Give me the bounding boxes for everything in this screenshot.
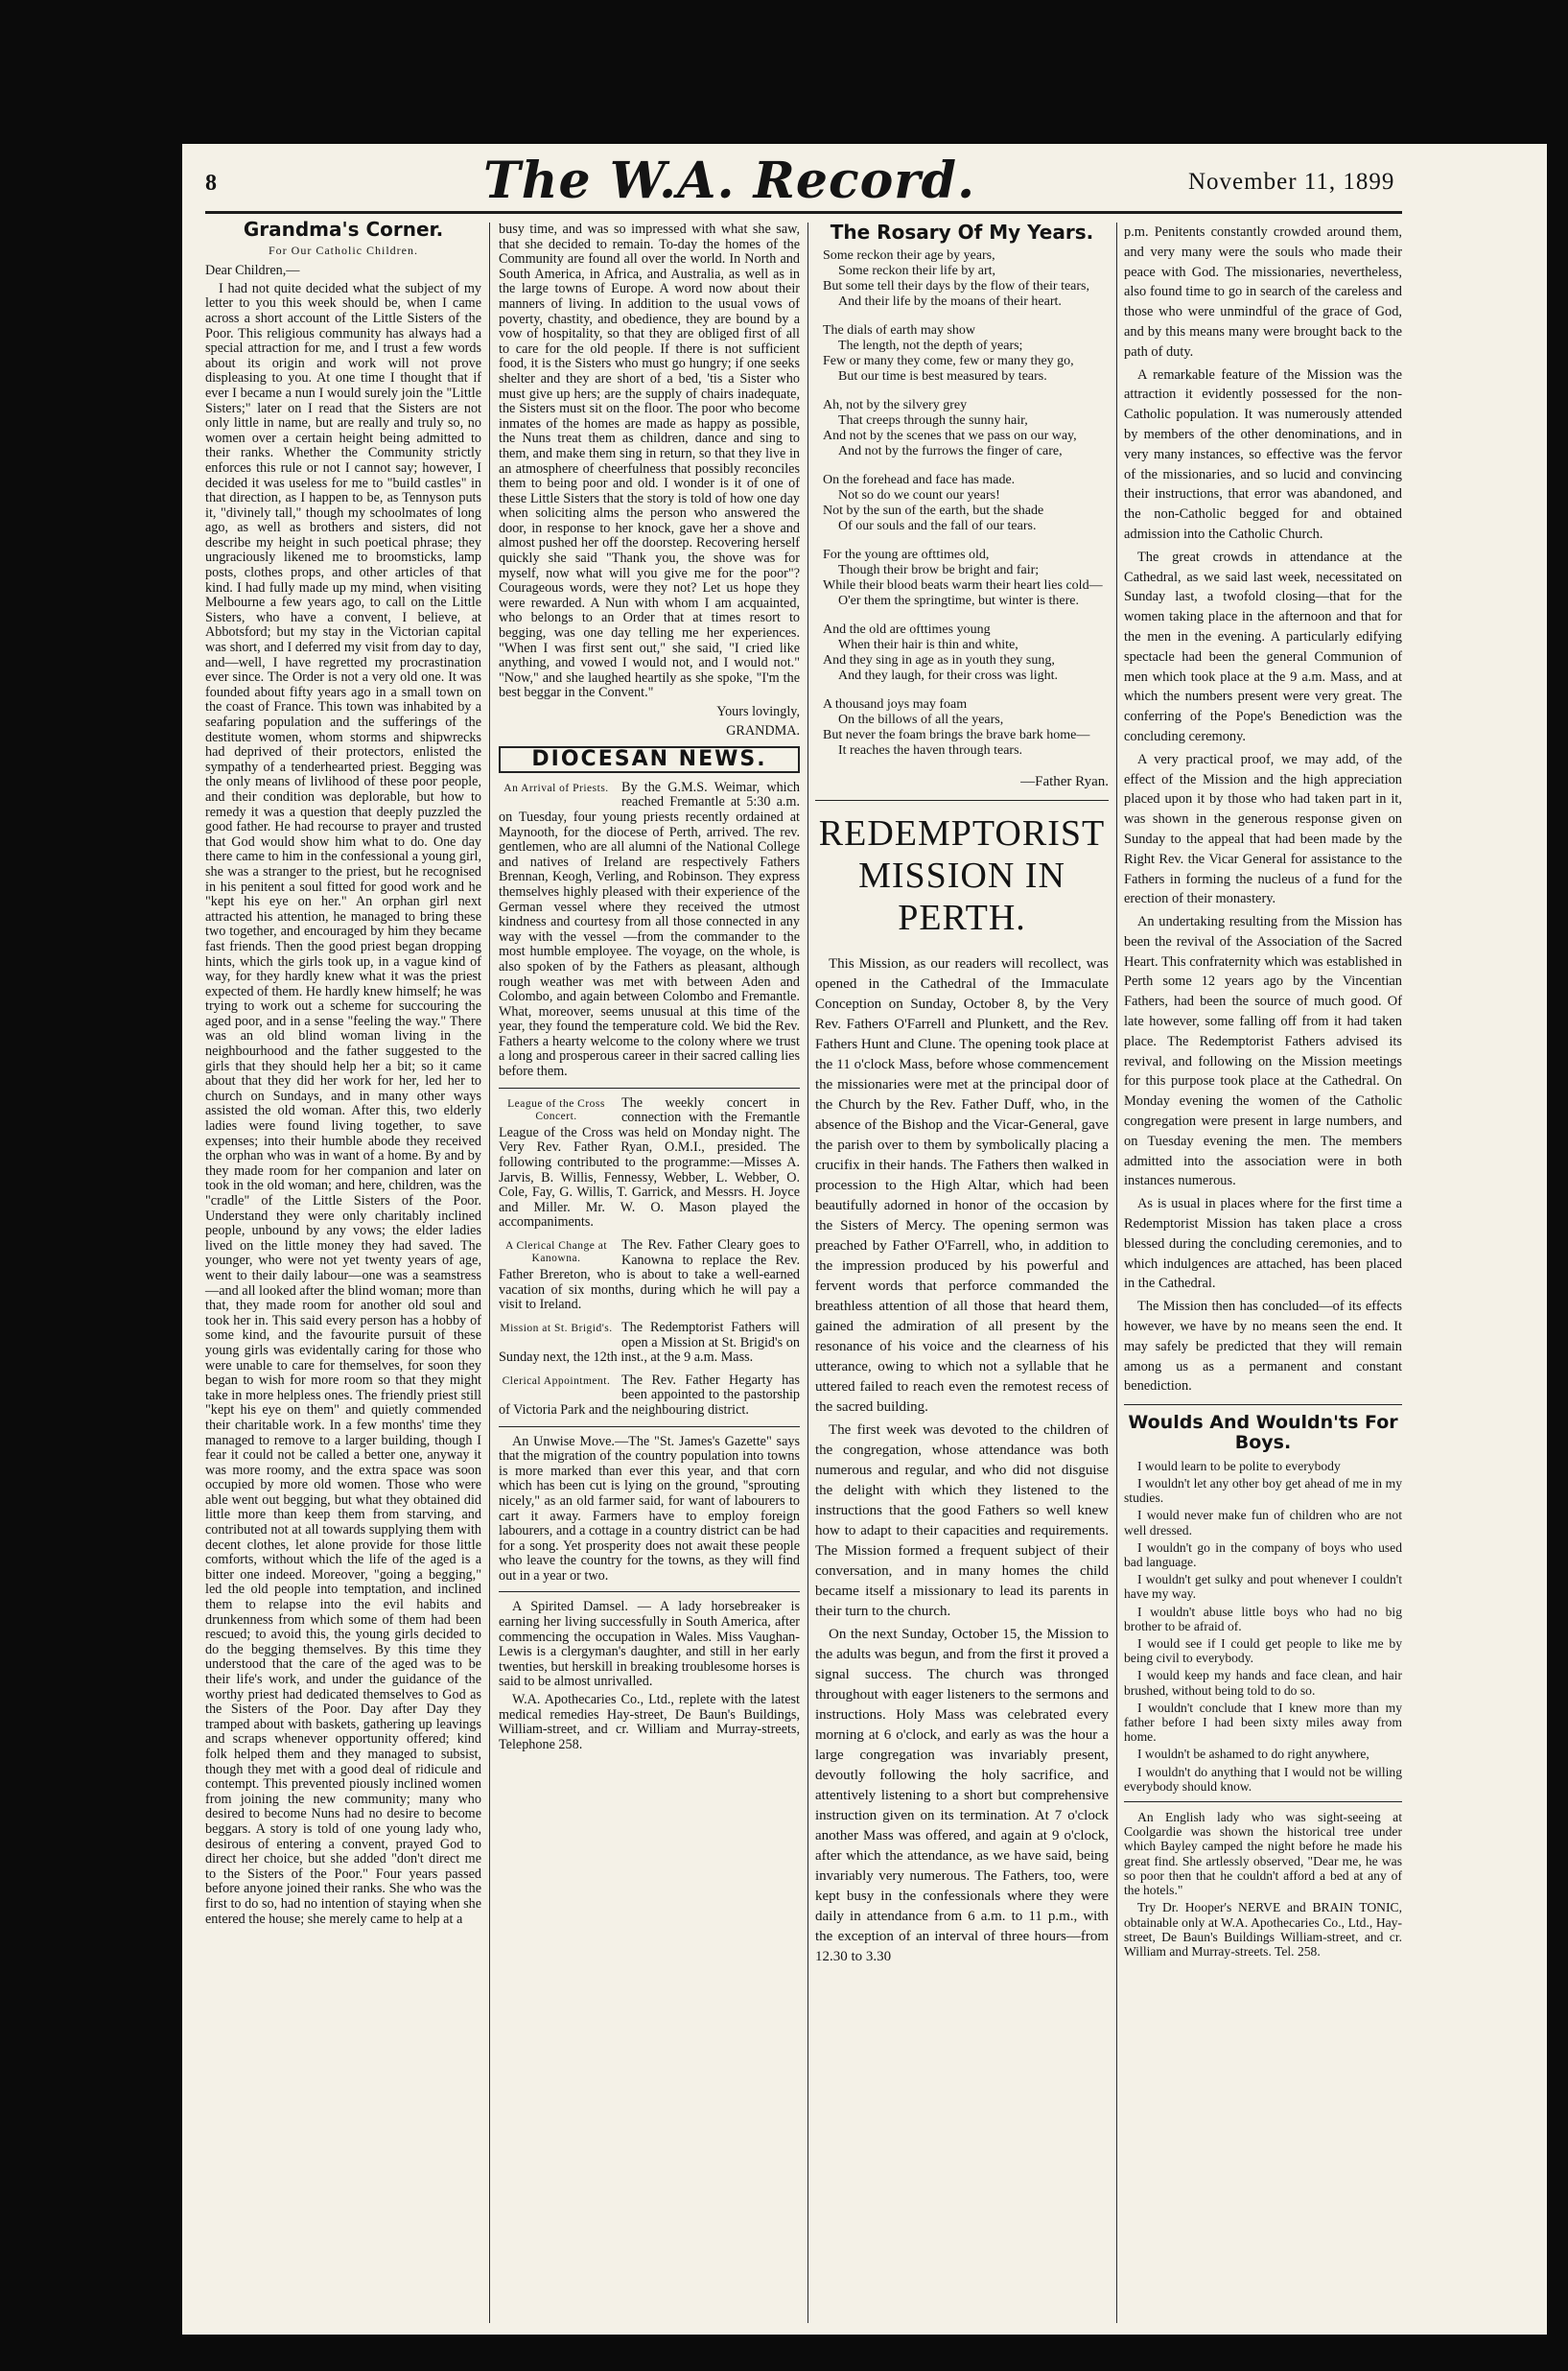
divider (499, 1426, 800, 1427)
mission-continued: A very practical proof, we may add, of the effect of the Mission and the high appreciation placed upon it by those who had taken part in it, was shown in the generous response given on Sunday to the appeal that had been made by the Right Rev. the Vicar General for assistance to the Fathers in forming the nucleus of a fund for the erection of their monastery. (1124, 751, 1402, 907)
news-text: By the G.M.S. Weimar, which reached Fremantle at 5:30 a.m. on Tuesday, four young priests recently ordained at Maynooth, for the diocese of Perth, arrived. The rev. gentlemen, who are all alumni of the National College and natives of Ireland are respectively Fathers Brennan, Keogh, Verling, and Robinson. They express themselves highly pleased with their experience of the German vessel where they received the utmost kindness and courtesy from all those connected in any way with the vessel —from the commander to the most humble employee. The voyage, on the whole, is also spoken of by the Fathers as pleasant, although rough weather was met with between Aden and Colombo, and again between Colombo and Fremantle. What, moreover, seems unusual at this time of the year, they found the temperature cold. We bid the Rev. Fathers a hearty welcome to the colony where we trust a long and prosperous career in their sacred calling lies before them. (499, 780, 800, 1080)
news-text: The weekly concert in connection with the Fremantle League of the Cross was held on Monday night. The Very Rev. Father Ryan, O.M.I., presided. The following contributed to the programme:—Misses A. Jarvis, B. Willis, Fennessy, Webber, L. Webber, O. Cole, Fay, G. Willis, T. Garrick, and Messrs. H. Joyce and Miller. Mr. W. O. Mason played the accompaniments. (499, 1095, 800, 1231)
poem-line: For the young are ofttimes old, (823, 548, 990, 562)
poem-line: The dials of earth may show (823, 323, 976, 338)
column-3 (815, 223, 1109, 1970)
news-item (499, 1373, 800, 1419)
news-text: The Rev. Father Hegarty has been appointed to the pastorship of Victoria Park and the neighbouring district. (499, 1373, 800, 1418)
mission-paragraph: This Mission, as our readers will recollect, was opened in the Cathedral of the Immaculate Conception on Sunday, October 8, by the Very Rev. Fathers O'Farrell and Plunkett, and the Rev. Fathers Hunt and Clune. The opening took place at the 11 o'clock Mass, before whose commencement the missionaries were met at the principal door of the Church by the Rev. Father Duff, who, in the absence of the Bishop and the Vicar-General, gave the parish over to them by symbolically placing a crucifix in their hands. The Fathers then walked in procession to the High Altar, which had been beautifully adorned in honor of the occasion by the Sisters of Mercy. The opening sermon was preached by Father O'Farrell, who, in addition to the impression produced by his powerful and fervent words that perforce commanded the breathless attention of all those that heard them, gained the admiration of all present by the resonance of his voice and the clearness of his utterance, owing to which not a syllable that he uttered failed to reach even the remotest recess of the sacred building. (815, 956, 1109, 1415)
column-divider (1116, 223, 1117, 2323)
poem-line: Some reckon their age by years, (823, 248, 995, 263)
news-item (499, 1238, 800, 1313)
masthead-rule (205, 211, 1402, 214)
woulds-line: I wouldn't do anything that I would not be willing everybody should know. (1124, 1764, 1402, 1794)
poem-stanza (823, 622, 1109, 684)
divider (815, 800, 1109, 801)
poem-line: But never the foam brings the brave bark home— (823, 728, 1090, 742)
woulds-line: I would learn to be polite to everybody (1137, 1458, 1341, 1473)
poem-line: The length, not the depth of years; (838, 339, 1023, 353)
poem-stanza (823, 323, 1109, 385)
woulds-line: I would never make fun of children who are not well dressed. (1124, 1508, 1402, 1538)
tonic-advert: Try Dr. Hooper's NERVE and BRAIN TONIC, obtainable only at W.A. Apothecaries Co., Ltd., Hay-street, De Baun's Buildings William-street, and cr. William and Murray-streets. Tel. 258. (1124, 1900, 1402, 1959)
woulds-line: I would see if I could get people to like me by being civil to everybody. (1124, 1636, 1402, 1666)
poem-stanza (823, 548, 1109, 609)
poem-line: A thousand joys may foam (823, 697, 968, 712)
poem-line: It reaches the haven through tears. (838, 743, 1023, 758)
poem-line: But some tell their days by the flow of their tears, (823, 279, 1089, 293)
poem-stanza (823, 398, 1109, 459)
poem-line: On the forehead and face has made. (823, 473, 1016, 487)
signoff-line: Yours lovingly, (716, 704, 800, 719)
grandma-continued: busy time, and was so impressed with what she saw, that she decided to remain. To-day the homes of the Community are found all over the world. In North and South America, in Africa, and Australia, as well as in the large towns of Europe. A word now about their manners of living. In addition to the usual vows of poverty, chastity, and obedience, they are bound by a vow of hospitality, so that they are obliged first of all to care for the old people. If there is not sufficient food, it is the Sisters who must go hungry; if one seeks shelter and they are short of a bed, 'tis a Sister who must give up hers; are the supply of chairs inadequate, the Sisters must sit on the floor. The poor who become inmates of the homes are made as happy as possible, the Nuns treat them as children, dance and sing to them, and make them sing in return, so that they live in an atmosphere of cheerfulness that possibly reconciles them to being poor and old. I wonder is it of one of these Little Sisters that the story is told of how one day when soliciting alms the person who answered the door, in response to her knock, gave her a shove and almost pushed her off the doorstep. Recovering herself quickly she said "Thank you, the shove was for myself, now what will you give me for the poor"? Courageous words, were they not? Let us hope they were rewarded. A Nun with whom I am acquainted, who belongs to an Order that at times resort to begging, was one day telling me her experiences. "When I was first sent out," she said, "I cried like anything, and vowed I would not, and I would not." "Now," and she laughed heartily as she spoke, "I'm the best beggar in the Convent." (499, 222, 800, 701)
divider (499, 1591, 800, 1592)
mission-heading: REDEMPTORIST MISSION IN PERTH. (818, 813, 1106, 938)
poem-line: When their hair is thin and white, (838, 638, 1018, 652)
woulds-line: I wouldn't be ashamed to do right anywhere, (1137, 1747, 1369, 1762)
woulds-line: I wouldn't get sulky and pout whenever I couldn't have my way. (1124, 1572, 1402, 1602)
mission-continued: The Mission then has concluded—of its effects however, we have by no means seen the end. It may safely be predicted that they will remain among us as a permanent and constant benediction. (1124, 1299, 1402, 1395)
column-1 (205, 218, 481, 1930)
scan-border-top (0, 0, 1568, 144)
news-text: The Rev. Father Cleary goes to Kanowna to replace the Rev. Father Brereton, who is about to take a well-earned vacation of six months, during which he will pay a visit to Ireland. (499, 1238, 800, 1313)
divider (1124, 1404, 1402, 1405)
poem-line: Though their brow be bright and fair; (838, 563, 1040, 577)
mission-continued: An undertaking resulting from the Mission has been the revival of the Association of the Sacred Heart. This confraternity which was established in Perth some 12 years ago by the Vincentian Fathers, had been the source of much good. Of late however, some falling off from it had taken place. The Redemptorist Fathers advised its revival, and following on the Mission meetings for this purpose took place at the Cathedral. On Monday evening the women of the Catholic congregation were present in large numbers, and on Tuesday evening the men. The members admitted into the association were in both instances numerous. (1124, 914, 1402, 1189)
newspaper-title: The W.A. Record. (483, 152, 976, 210)
grandma-heading: Grandma's Corner. (243, 218, 444, 241)
mission-continued: A remarkable feature of the Mission was the attraction it evidently possessed for the non-Catholic population. It was numerously attended by members of the other denominations, and in very many instances, so effective was the fervor of the missionaries, and so lucid and convincing their instructions, that error was abandoned, and the non-Catholic begged for and obtained admission into the Catholic Church. (1124, 366, 1402, 542)
column-4 (1124, 223, 1402, 1961)
mission-paragraph: The first week was devoted to the children of the congregation, whose attendance was both numerous and regular, and who did not disguise the delight with which they listened to the instructions that the good Fathers so well knew how to adapt to their capacities and requirements. The Mission formed a frequent subject of their conversation, and in many homes the child became itself a missionary to lead its parents in their turn to the church. (815, 1422, 1109, 1619)
poem-line: Not by the sun of the earth, but the shade (823, 504, 1044, 518)
column-divider (807, 223, 808, 2323)
unwise-move-paragraph: An Unwise Move.—The "St. James's Gazette" says that the migration of the country population into towns is more marked than ever this year, and that corn which has been cut is lying on the ground, "sprouting nicely," as an old farmer said, for want of labourers to cart it away. Farmers have to employ foreign labourers, and a cottage in a country district can be had for a song. Yet prosperity does not await these people who leave the country for the towns, as they will find out in a year or two. (499, 1433, 800, 1584)
news-item (499, 1096, 800, 1231)
woulds-line: I wouldn't conclude that I knew more than my father before I had been sixty miles away from home. (1124, 1700, 1402, 1745)
coolgardie-anecdote: An English lady who was sight-seeing at Coolgardie was shown the historical tree under which Bayley camped the night before he made his great find. She artlessly observed, "Dear me, he was so poor then that he couldn't afford a bed at any of the hotels." (1124, 1810, 1402, 1898)
woulds-heading: Woulds And Wouldn'ts For Boys. (1128, 1412, 1398, 1454)
grandma-paragraph: I had not quite decided what the subject of my letter to you this week should be, when I came across a short account of the Little Sisters of the Poor. This religious community has always had a special attraction for me, and I trust a few words about its origin and work will not prove displeasing to you. At one time I thought that if ever I became a nun I would surely join the "Little Sisters;" later on I read that the Sisters are not only little in name, but are really and truly so, no women over a certain height being admitted to their ranks. Whether the Community strictly enforces this rule or not I cannot say; however, I decided it was useless for me to "build castles" in that direction, as I happen to be, as Tennyson puts it, "divinely tall," though my schoolmates of long ago, as well as brothers and sisters, did not describe my height in such poetical phrase; they ungraciously likened me to broomsticks, lamp posts, clothes props, and other articles of that kind. I had fully made up my mind, when visiting Melbourne a few years ago, to call on the Little Sisters, who have a convent, I believe, at Abbotsford; but my stay in the Victorian capital was short, and I deferred my visit from day to day, and—well, I have regretted my procrastination ever since. The Order is not a very old one. It was founded about fifty years ago in a small town on the coast of France. This town was inhabited by a seafaring population and the sufferings of the destitute women, whom storms and shipwrecks had deprived of their protectors, enlisted the sympathy of a tenderhearted priest. Begging was the only means of livlihood of these poor people, and their condition was deplorable, but how to remedy it was a question that deeply puzzled the good father. He had recourse to prayer and trusted that God would show him what to do. One day there came to him in the confessional a young girl, she was a stranger to the priest, but he recognised in his penitent a soul fitted for good work and he "kept his eye on her." An orphan girl next attracted his attention, he managed to bring these two together, and encouraged by him they became fast friends. Then the good priest began dropping hints, which the girls took up, in a vague kind of way, for they hardly knew what it was the priest expected of them. He hardly knew himself; he was trying to work out a scheme for succouring the aged poor, and in a sense "feeling the way." There was an old blind woman living in the neighbourhood and the father suggested to the girls that they should help her a bit; so it came about that they did her work for her, led her to church on Sundays, and in many other ways assisted the old woman. After this, two elderly ladies were found living together, to save expenses; into their humble abode they received the orphan who was in want of a home. By and by they made room for her companion and later on took in the old woman; and here, children, was the "cradle" of the Little Sisters of the Poor. Understand they were only charitably inclined people, unbound by any vows; the elder ladies lived on the little money they had saved. The younger, who were not yet twenty years of age, went to their daily labour—one was a seamstress—and all looked after the blind woman; more than that, they made room for another old soul and took her in. This said every person has a hobby of some kind, and the favourite pursuit of these young girls was evidentally caring for those who were unable to care for themselves, for soon they began to wish for more room so that they might take in more helpless ones. The friendly priest still "kept his eye on them" and quietly commended their charitable work. In a few months' time they managed to remove to a larger building, though I fear it could not be called a better one, anyway it was more roomy, and the extra space was soon occupied by more old women. Those who were able went out begging, but what they obtained did little more than keep them from starving, and contributed not at all towards supplying them with decent clothes, let alone provide for those little comforts, without which the life of the aged is a bitter one indeed. Moreover, "going a begging," led the old people into temptation, and inclined them to relapse into the evil habits and drunkenness from which some of them had been rescued; to avoid this, the young girls decided to do the begging themselves. By this time they understood that the care of the aged was to be their life's work, and under the guidance of the worthy priest had dedicated themselves to God as the Sisters of the Poor. Day after Day they tramped about with baskets, gathering up leavings and scraps whenever opportunity offered; kind folk helped them and they managed to subsist, though they met with a good deal of ridicule and contempt. This prevented piously inclined women from joining the new community; many who desired to become Nuns had no desire to become beggars. A story is told of one young lady who, desirous of entering a convent, prayed God to direct her choice, but she added "don't direct me to the Sisters of the Poor." Four years passed before anyone joined their ranks. She who was the first to do so, had no intention of staying when she entered the house; she merely came to help at a (205, 280, 481, 1927)
poem-line: Few or many they come, few or many they go, (823, 354, 1074, 368)
divider (499, 1088, 800, 1089)
issue-date: November 11, 1899 (1188, 169, 1395, 195)
mission-paragraph: On the next Sunday, October 15, the Mission to the adults was begun, and from the first it proved a signal success. The church was thronged throughout with eager listeners to the sermons and instructions. Holy Mass was celebrated every morning at 6 o'clock, and early as was the hour a large congregation was invariably present, devoutly following the holy sacrifice, and attentively listening to a short but comprehensive instruction given on its termination. At 7 o'clock another Mass was offered, and again at 9 o'clock, after which the attendance, as we have said, being invariably very numerous. The Fathers, too, were kept busy in the confessionals where they were daily in attendance from 6 a.m. to 11 p.m., with the exception of an interval of three hours—from 12.30 to 3.30 (815, 1627, 1109, 1964)
poem-line: That creeps through the sunny hair, (838, 413, 1028, 428)
poem-line: And they sing in age as in youth they sung, (823, 653, 1055, 668)
divider (1124, 1801, 1402, 1802)
signoff-name: GRANDMA. (726, 722, 800, 739)
grandma-subheading: For Our Catholic Children. (269, 243, 418, 257)
poem-line: And their life by the moans of their heart. (838, 294, 1062, 309)
poem-line: While their blood beats warm their heart lies cold— (823, 578, 1103, 593)
woulds-line: I wouldn't go in the company of boys who used bad language. (1124, 1539, 1402, 1570)
woulds-line: I wouldn't abuse little boys who had no big brother to be afraid of. (1124, 1604, 1402, 1633)
poem-line: Some reckon their life by art, (838, 264, 996, 278)
news-sidehead: A Clerical Change at Kanowna. (504, 1240, 608, 1264)
poem-author: —Father Ryan. (1020, 774, 1109, 789)
column-divider (489, 223, 490, 2323)
poem-line: And not by the furrows the finger of care, (838, 444, 1063, 458)
poem-stanza (823, 248, 1109, 310)
rosary-heading: The Rosary Of My Years. (830, 221, 1094, 244)
poem-stanza (823, 473, 1109, 534)
diocesan-heading: DIOCESAN NEWS. (499, 746, 800, 773)
masthead (205, 152, 1414, 209)
mission-continued: As is usual in places where for the first time a Redemptorist Mission has taken place a cross blessed during the concluding ceremonies, and to which indulgences are attached, has been placed in the Cathedral. (1124, 1196, 1402, 1292)
poem-line: But our time is best measured by tears. (838, 369, 1047, 384)
poem-line: Ah, not by the silvery grey (823, 398, 968, 412)
news-item (499, 1321, 800, 1366)
mission-continued: The great crowds in attendance at the Cathedral, as we said last week, necessitated on Sunday last, a twofold closing—that for the women taking place in the afternoon and that for the men in the evening. A particularly edifying spectacle had been the general Communion of men which took place at the 9 a.m. Mass, and at which the numbers present were very great. The conferring of the Pope's Benediction was the concluding ceremony. (1124, 549, 1402, 744)
poem-line: And not by the scenes that we pass on our way, (823, 429, 1077, 443)
page-number: 8 (205, 171, 217, 196)
woulds-line: I would keep my hands and face clean, and hair brushed, without being told to do so. (1124, 1668, 1402, 1698)
poem-line: And the old are ofttimes young (823, 622, 991, 637)
column-2 (499, 223, 800, 1755)
scan-border-left (0, 0, 182, 2371)
salutation: Dear Children,— (205, 263, 300, 279)
news-sidehead: Mission at St. Brigid's. (500, 1322, 613, 1334)
poem-line: On the billows of all the years, (838, 713, 1004, 727)
spirited-damsel-paragraph: A Spirited Damsel. — A lady horsebreaker is earning her living successfully in South America, after commencing the occupation in Wales. Miss Vaughan-Lewis is a clergyman's daughter, and still in her early twenties, but herskill in breaking troublesome horses is said to be almost unrivalled. (499, 1599, 800, 1690)
poem-line: O'er them the springtime, but winter is there. (838, 594, 1079, 608)
mission-continued: p.m. Penitents constantly crowded around them, and very many were the souls who made their peace with God. The missionaries, nevertheless, also found time to go in search of the careless and those who were unmindful of the grace of God, and by this means many were brought back to the path of duty. (1124, 224, 1402, 360)
news-text: The Redemptorist Fathers will open a Mission at St. Brigid's on Sunday next, the 12th inst., at the 9 a.m. Mass. (499, 1320, 800, 1366)
woulds-list (1124, 1459, 1402, 1959)
news-sidehead: Clerical Appointment. (502, 1374, 611, 1387)
woulds-line: I wouldn't let any other boy get ahead of me in my studies. (1124, 1476, 1402, 1506)
scan-border-right (1547, 0, 1568, 2371)
poem-line: And they laugh, for their cross was light. (838, 669, 1059, 683)
apothecaries-advert: W.A. Apothecaries Co., Ltd., replete with the latest medical remedies Hay-street, De Baun's Buildings, William-street, and cr. William and Murray-streets, Telephone 258. (499, 1692, 800, 1752)
news-sidehead: League of the Cross Concert. (507, 1097, 605, 1122)
news-sidehead: An Arrival of Priests. (503, 782, 609, 794)
news-item (499, 781, 800, 1080)
poem-line: Of our souls and the fall of our tears. (838, 519, 1037, 533)
poem-line: Not so do we count our years! (838, 488, 1000, 503)
scan-border-bottom (0, 2335, 1568, 2371)
poem-stanza (823, 697, 1109, 759)
